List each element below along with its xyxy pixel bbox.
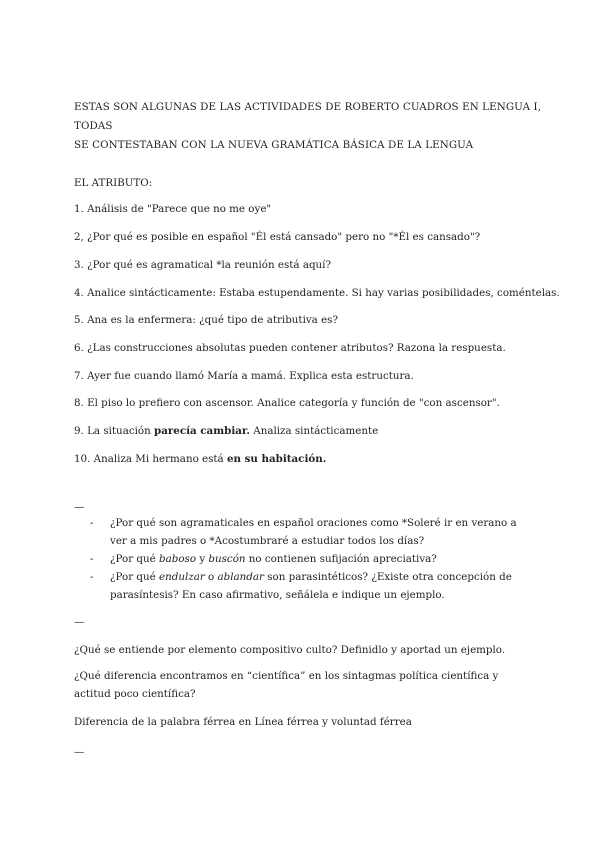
separator-3: — xyxy=(74,746,85,758)
bullet-item-2 xyxy=(74,550,534,568)
question-7: 7. Ayer fue cuando llamó María a mamá. Explica esta estructura. xyxy=(74,370,414,382)
question-9-pre: 9. La situación xyxy=(74,425,154,437)
question-9-post: Analiza sintácticamente xyxy=(249,425,379,437)
bullet-list xyxy=(74,514,534,604)
question-5: 5. Ana es la enfermera: ¿qué tipo de atributiva es? xyxy=(74,314,338,326)
separator-2: — xyxy=(74,616,85,628)
question-1: 1. Análisis de "Parece que no me oye" xyxy=(74,203,272,215)
bullet-1-text: ¿Por qué son agramaticales en español oraciones como *Soleré ir en verano a ver a mis padres o *Acostumbraré a estudiar todos los días? xyxy=(110,517,517,547)
question-10 xyxy=(74,452,326,466)
bullet-2-mid: y xyxy=(196,553,209,565)
question-10-bold: en su habitación. xyxy=(226,453,327,465)
separator-1: — xyxy=(74,501,85,513)
question-9 xyxy=(74,424,378,438)
bullet-2-italic-1: baboso xyxy=(159,553,197,565)
bullet-2-pre: ¿Por qué xyxy=(110,553,160,565)
bullet-dash: - xyxy=(90,571,94,583)
bullet-3-post: son parasintéticos? ¿Existe otra concepción de parasíntesis? En caso afirmativo, señálela e indique un ejemplo. xyxy=(110,571,512,601)
bullet-item-3 xyxy=(74,568,534,604)
bullet-dash: - xyxy=(90,553,94,565)
question-6: 6. ¿Las construcciones absolutas pueden contener atributos? Razona la respuesta. xyxy=(74,342,506,354)
bullet-2-italic-2: buscón xyxy=(208,553,246,565)
bullet-2-post: no contienen sufijación apreciativa? xyxy=(245,553,437,565)
question-9-bold: parecía cambiar. xyxy=(154,425,250,437)
extra-question-3: Diferencia de la palabra férrea en Línea férrea y voluntad férrea xyxy=(74,716,412,728)
bullet-3-italic-1: endulzar xyxy=(159,571,205,583)
bullet-3-pre: ¿Por qué xyxy=(110,571,160,583)
question-4: 4. Analice sintácticamente: Estaba estupendamente. Si hay varias posibilidades, coméntelas. xyxy=(74,287,560,299)
bullet-3-mid: o xyxy=(204,571,218,583)
extra-question-2: ¿Qué diferencia encontramos en “científica” en los sintagmas política científica y actitud poco científica? xyxy=(74,670,499,700)
question-10-pre: 10. Analiza Mi hermano está xyxy=(74,453,227,465)
question-2: 2, ¿Por qué es posible en español "Él está cansado" pero no "*Él es cansado"? xyxy=(74,231,481,243)
extra-question-1: ¿Qué se entiende por elemento compositivo culto? Definidlo y aportad un ejemplo. xyxy=(74,644,506,656)
document-header xyxy=(74,98,544,155)
header-line-2: SE CONTESTABAN CON LA NUEVA GRAMÁTICA BÁSICA DE LA LENGUA xyxy=(74,139,474,151)
bullet-dash: - xyxy=(90,517,94,529)
bullet-item-1 xyxy=(74,514,534,550)
question-3: 3. ¿Por qué es agramatical *la reunión está aquí? xyxy=(74,259,331,271)
question-8: 8. El piso lo prefiero con ascensor. Analice categoría y función de "con ascensor". xyxy=(74,397,500,409)
header-line-1: ESTAS SON ALGUNAS DE LAS ACTIVIDADES DE ROBERTO CUADROS EN LENGUA I, TODAS xyxy=(74,101,542,132)
bullet-3-italic-2: ablandar xyxy=(217,571,264,583)
section-title: EL ATRIBUTO: xyxy=(74,177,153,189)
